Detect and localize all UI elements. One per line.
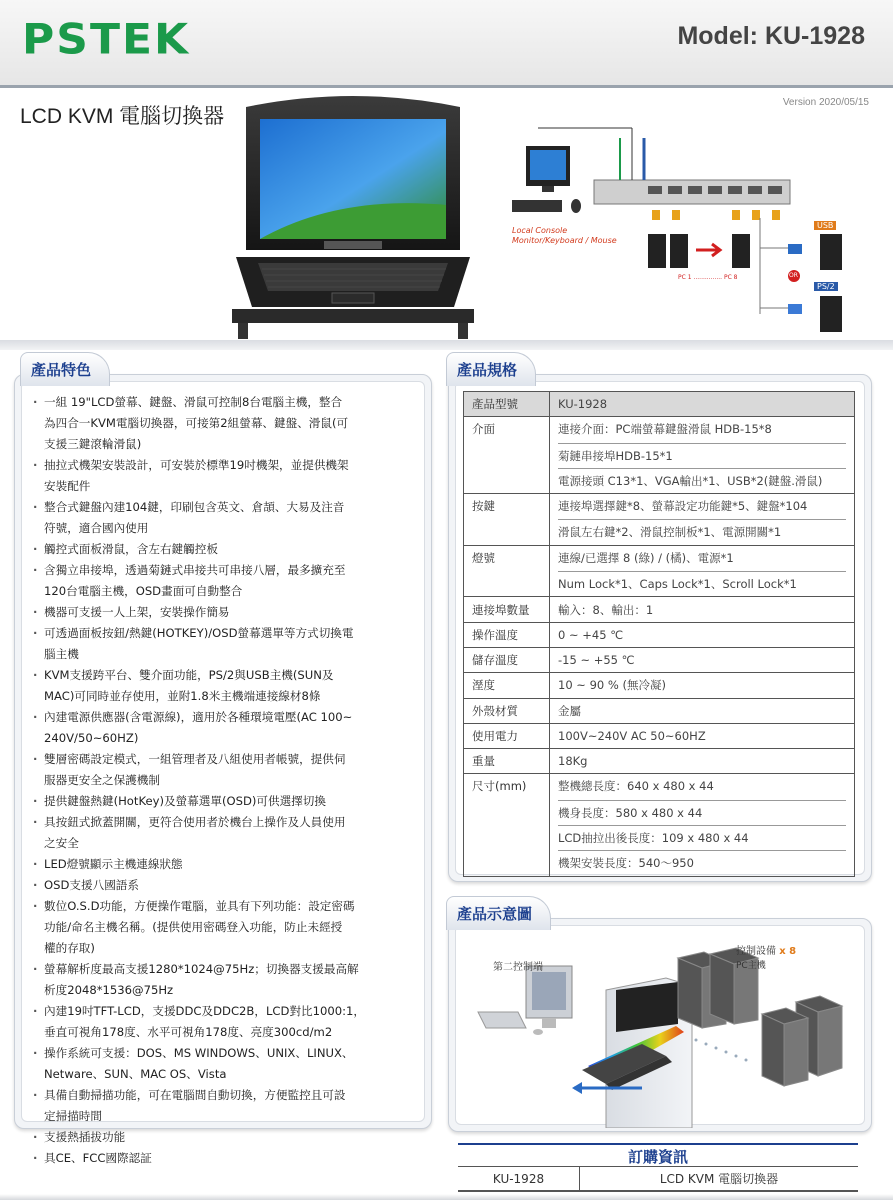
feature-item: · 雙層密碼設定模式，一組管理者及八組使用者帳號，提供伺 — [32, 749, 420, 770]
feature-item: · OSD支援八國語系 — [32, 875, 420, 896]
feature-item: · 數位O.S.D功能，方便操作電腦，並具有下列功能：設定密碼 — [32, 896, 420, 917]
spec-value: 輸入：8、輸出：1 — [550, 597, 855, 622]
spec-row-leds — [464, 545, 855, 597]
spec-key: 使用電力 — [464, 723, 550, 748]
spec-row-dimensions — [464, 774, 855, 876]
spec-value: 整機總長度：640 x 480 x 44 — [558, 779, 714, 794]
spec-value: 機架安裝長度：540～950 — [558, 850, 846, 875]
order-model: KU-1928 — [458, 1167, 580, 1190]
feature-item: MAC)可同時並存使用，並附1.8米主機端連接線材8條 — [44, 689, 321, 703]
spec-value: 100V~240V AC 50~60HZ — [550, 723, 855, 748]
page-header — [0, 0, 893, 88]
local-console-label: Local Console — [512, 226, 568, 235]
feature-item: · 操作系統可支援：DOS、MS WINDOWS、UNIX、LINUX、 — [32, 1043, 420, 1064]
feature-item: · 觸控式面板滑鼠，含左右鍵觸控板 — [32, 539, 420, 560]
spec-value: 0 ~ +45 ℃ — [550, 622, 855, 647]
spec-row-material — [464, 698, 855, 723]
order-info-row — [458, 1166, 858, 1192]
feature-item: 符號，適合國內使用 — [44, 521, 149, 535]
lcd-kvm-product-image — [228, 85, 478, 345]
spec-value: Num Lock*1、Caps Lock*1、Scroll Lock*1 — [558, 571, 846, 596]
control-devices-text: 控制設備 — [736, 946, 776, 957]
feature-item: · 具按鈕式掀蓋開關，更符合使用者於機台上操作及人員使用 — [32, 812, 420, 833]
spec-value: 菊鏈串接埠HDB-15*1 — [558, 443, 846, 468]
spec-value: 滑鼠左右鍵*2、滑鼠控制板*1、電源開關*1 — [558, 519, 846, 544]
spec-value: 電源接頭 C13*1、VGA輸出*1、USB*2(鍵盤.滑鼠) — [558, 468, 846, 493]
feature-item: 240V/50~60HZ) — [44, 731, 139, 745]
specs-table — [463, 391, 855, 877]
spec-value-list — [550, 417, 855, 494]
order-product-name: LCD KVM 電腦切換器 — [659, 1172, 779, 1186]
feature-item: 之安全 — [44, 836, 79, 850]
spec-key: 尺寸(mm) — [464, 774, 550, 876]
spec-row-weight — [464, 749, 855, 774]
spec-row-buttons — [464, 494, 855, 546]
feature-item: · 整合式鍵盤內建104鍵，印刷包含英文、倉頡、大易及注音 — [32, 497, 420, 518]
footer-bar — [0, 1194, 893, 1200]
feature-item: 垂直可視角178度、水平可視角178度、亮度300cd/m2 — [44, 1025, 333, 1039]
features-section-title: 產品特色 — [20, 352, 110, 386]
features-list — [32, 392, 420, 1169]
feature-item: Netware、SUN、MAC OS、Vista — [44, 1067, 227, 1081]
feature-item: · 一組 19"LCD螢幕、鍵盤、滑鼠可控制8台電腦主機，整合 — [32, 392, 420, 413]
feature-item: · LED燈號顯示主機連線狀態 — [32, 854, 420, 875]
spec-row-operating-temp — [464, 622, 855, 647]
ps2-label: PS/2 — [814, 282, 838, 291]
feature-item: · 抽拉式機架安裝設計，可安裝於標準19吋機架，並提供機架 — [32, 455, 420, 476]
spec-value: 連接埠選擇鍵*8、螢幕設定功能鍵*5、鍵盤*104 — [558, 499, 808, 514]
feature-item: 功能/命名主機名稱。(提供使用密碼登入功能，防止未經授 — [44, 920, 343, 934]
second-console-label: 第二控制端 — [493, 962, 543, 973]
pc-range-label: PC 1 ............... PC 8 — [678, 274, 738, 281]
spec-key: 燈號 — [464, 545, 550, 597]
spec-key: 操作溫度 — [464, 622, 550, 647]
feature-item: 為四合一KVM電腦切換器，可接第2組螢幕、鍵盤、滑鼠(可 — [44, 416, 349, 430]
version-text: Version 2020/05/15 — [782, 97, 869, 108]
spec-value: LCD抽拉出後長度：109 x 480 x 44 — [558, 825, 846, 850]
feature-item: 析度2048*1536@75Hz — [44, 983, 174, 997]
page-title: LCD KVM 電腦切換器 — [20, 105, 225, 128]
feature-item: · KVM支援跨平台、雙介面功能，PS/2與USB主機(SUN及 — [32, 665, 420, 686]
spec-key: 儲存溫度 — [464, 647, 550, 672]
model-number: Model: KU-1928 — [677, 22, 865, 50]
spec-key: 重量 — [464, 749, 550, 774]
spec-key: 介面 — [464, 417, 550, 494]
local-console-sublabel: Monitor/Keyboard / Mouse — [512, 236, 617, 245]
feature-item: 服器更安全之保護機制 — [44, 773, 160, 787]
spec-row-ports — [464, 597, 855, 622]
usb-label: USB — [814, 221, 836, 230]
spec-value-list — [550, 494, 855, 546]
spec-key: 外殼材質 — [464, 698, 550, 723]
feature-item: 權的存取) — [44, 941, 95, 955]
feature-item: · 含獨立串接埠，透過菊鏈式串接共可串接八層，最多擴充至 — [32, 560, 420, 581]
spec-row-power — [464, 723, 855, 748]
feature-item: · 內建電源供應器(含電源線)，適用於各種環境電壓(AC 100~ — [32, 707, 420, 728]
feature-item: · 螢幕解析度最高支援1280*1024@75Hz；切換器支援最高解 — [32, 959, 420, 980]
feature-item: · 內建19吋TFT-LCD，支援DDC及DDC2B，LCD對比1000:1， — [32, 1001, 420, 1022]
brand-logo: PSTEK — [22, 15, 191, 64]
feature-item: · 具CE、FCC國際認証 — [32, 1148, 420, 1169]
feature-item: 支援三鍵滾輪滑鼠) — [44, 437, 142, 451]
connection-topology-diagram — [498, 118, 858, 340]
spec-value: 18Kg — [550, 749, 855, 774]
spec-row-interface — [464, 417, 855, 494]
diagram-section-title: 產品示意圖 — [446, 896, 551, 930]
feature-item: · 具備自動掃描功能，可在電腦間自動切換，方便監控且可設 — [32, 1085, 420, 1106]
or-label: OR — [789, 272, 798, 279]
order-info-title: 訂購資訊 — [458, 1143, 858, 1165]
feature-item: · 支援熱插拔功能 — [32, 1127, 420, 1148]
feature-item: 定掃描時間 — [44, 1109, 102, 1123]
spec-value: 10 ~ 90 % (無冷凝) — [550, 673, 855, 698]
spec-value: 連線/已選擇 8 (綠) / (橘)、電源*1 — [558, 550, 734, 565]
spec-value: 連接介面：PC端螢幕鍵盤滑鼠 HDB-15*8 — [558, 422, 772, 437]
feature-item: · 提供鍵盤熱鍵(HotKey)及螢幕選單(OSD)可供選擇切換 — [32, 791, 420, 812]
spec-key: 按鍵 — [464, 494, 550, 546]
feature-item: 安裝配件 — [44, 479, 91, 493]
spec-value: 金屬 — [550, 698, 855, 723]
spec-key: 溼度 — [464, 673, 550, 698]
feature-item: · 可透過面板按鈕/熱鍵(HOTKEY)/OSD螢幕選單等方式切換電 — [32, 623, 420, 644]
control-devices-count: x 8 — [779, 946, 797, 957]
spec-key: 產品型號 — [464, 392, 550, 417]
spec-value-list — [550, 774, 855, 876]
spec-row-humidity — [464, 673, 855, 698]
specs-section-title: 產品規格 — [446, 352, 536, 386]
feature-item: · 機器可支援一人上架，安裝操作簡易 — [32, 602, 420, 623]
feature-item: 腦主機 — [44, 647, 79, 661]
spec-value: KU-1928 — [550, 392, 855, 417]
spec-value-list — [550, 545, 855, 597]
pc-host-label: PC主機 — [736, 961, 766, 971]
control-devices-label — [736, 942, 796, 957]
feature-item: 120台電腦主機，OSD畫面可自動整合 — [44, 584, 243, 598]
section-divider — [0, 340, 893, 350]
spec-row-storage-temp — [464, 647, 855, 672]
spec-row-model — [464, 392, 855, 417]
spec-value: 機身長度：580 x 480 x 44 — [558, 800, 846, 825]
spec-key: 連接埠數量 — [464, 597, 550, 622]
spec-value: -15 ~ +55 ℃ — [550, 647, 855, 672]
